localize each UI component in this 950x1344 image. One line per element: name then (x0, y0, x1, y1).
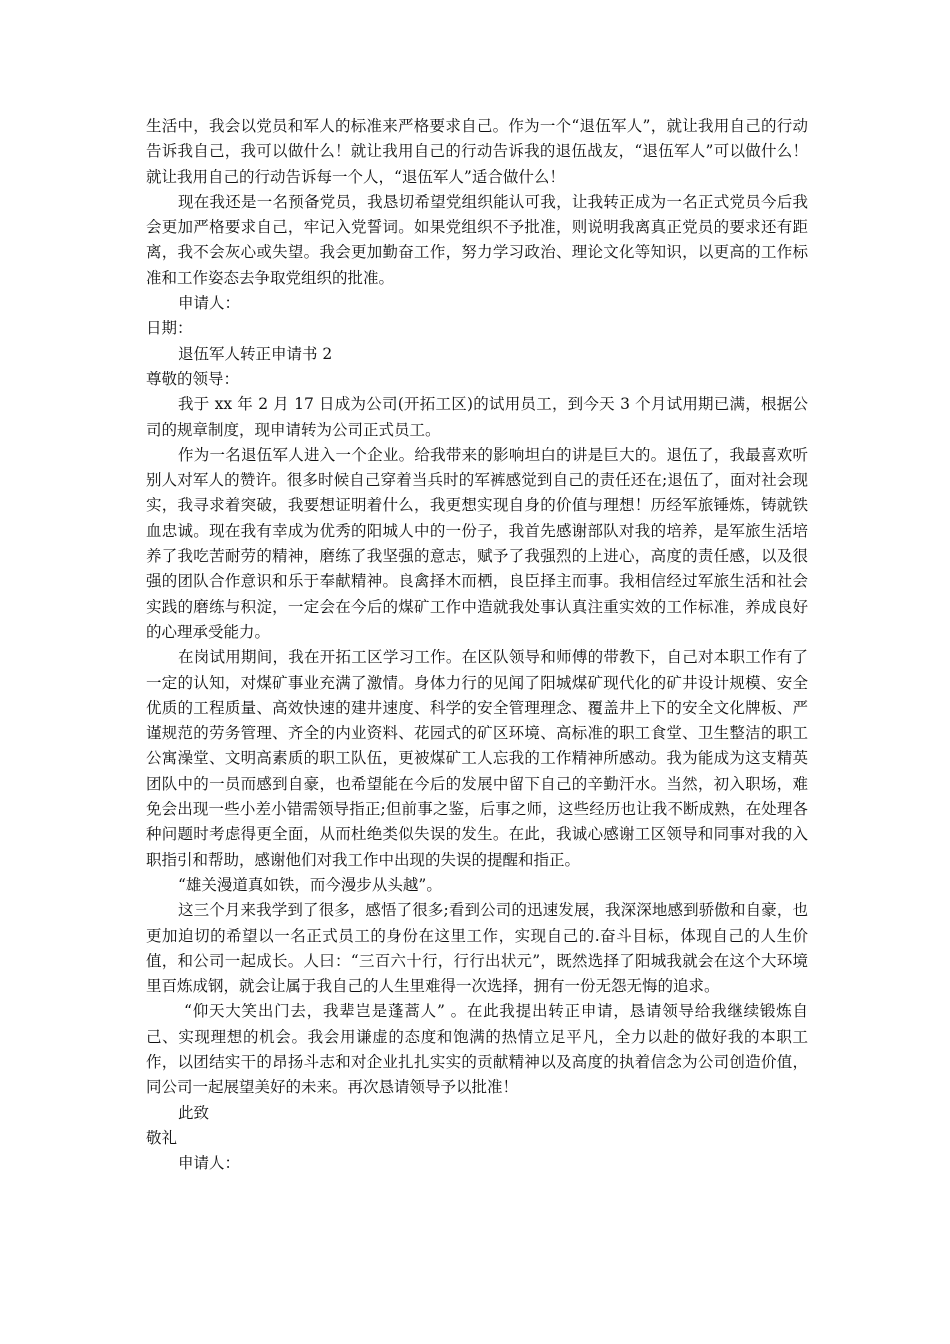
applicant-label: 申请人： (178, 294, 241, 313)
paragraph-probationary-member: 现在我还是一名预备党员，我恳切希望党组织能认可我，让我转正成为一名正式党员今后我会更加严格要求自己，牢记入党誓词。如果党组织不予批准，则说明我离真正党员的要求还有距离，我不会灰心或失望。我会更加勤奋工作，努力学习政治、理论文化等知识，以更高的工作标准和工作姿态去争取党组织的批准。 (146, 192, 808, 287)
paragraph-veteran-impact: 作为一名退伍军人进入一个企业。给我带来的影响坦白的讲是巨大的。退伍了，我最喜欢听别人对军人的赞许。很多时候自己穿着当兵时的军裤感觉到自己的责任还在;退伍了，面对社会现实，我寻求着突破，我要想证明着什么，我更想实现自身的价值与理想！历经军旅锤炼，铸就铁血忠诚。现在我有幸成为优秀的阳城人中的一份子，我首先感谢部队对我的培养，是军旅生活培养了我吃苦耐劳的精神，磨练了我坚强的意志，赋予了我强烈的上进心，高度的责任感，以及很强的团队合作意识和乐于奉献精神。良禽择木而栖，良臣择主而事。我相信经过军旅生活和社会实践的磨练与积淀，一定会在今后的煤矿工作中造就我处事认真注重实效的工作标准，养成良好的心理承受能力。 (146, 445, 808, 641)
paragraph-probation-period: 在岗试用期间，我在开拓工区学习工作。在区队领导和师傅的带教下，自己对本职工作有了一定的认知，对煤矿事业充满了激情。身体力行的见闻了阳城煤矿现代化的矿井设计规模、安全优质的工程质量、高效快速的建井速度、科学的安全管理理念、覆盖井上下的安全文化牌板、严谨规范的劳务管理、齐全的内业资料、花园式的矿区环境、高标准的职工食堂、卫生整洁的职工公寓澡堂、文明高素质的职工队伍，更被煤矿工人忘我的工作精神所感动。我为能成为这支精英团队中的一员而感到自豪，也希望能在今后的发展中留下自己的辛勤汗水。当然，初入职场，难免会出现一些小差小错需领导指正;但前事之鉴，后事之师，这些经历也让我不断成熟，在处理各种问题时考虑得更全面，从而杜绝类似失误的发生。在此，我诚心感谢工区领导和同事对我的入职指引和帮助，感谢他们对我工作中出现的失误的提醒和指正。 (146, 648, 808, 869)
paragraph-closing-commitment: 生活中，我会以党员和军人的标准来严格要求自己。作为一个“退伍军人”，就让我用自己的行动告诉我自己，我可以做什么！就让我用自己的行动告诉我的退伍战友，“退伍军人”可以做什么！就让我用自己的行动告诉每一个人，“退伍军人”适合做什么！ (146, 117, 808, 186)
salutation: 尊敬的领导： (146, 369, 240, 388)
paragraph-request: “仰天大笑出门去，我辈岂是蓬蒿人” 。在此我提出转正申请，恳请领导给我继续锻炼自己、实现理想的机会。我会用谦虚的态度和饱满的热情立足平凡，全力以赴的做好我的本职工作，以团结实干的昂扬斗志和对企业扎扎实实的贡献精神以及高度的执着信念为公司创造价值，同公司一起展望美好的未来。再次恳请领导予以批准！ (146, 1002, 808, 1097)
paragraph-three-months: 这三个月来我学到了很多，感悟了很多;看到公司的迅速发展，我深深地感到骄傲和自豪，也更加迫切的希望以一名正式员工的身份在这里工作，实现自己的.奋斗目标，体现自己的人生价值，和公司一起成长。人曰：“三百六十行，行行出状元”，既然选择了阳城我就会在这个大环境里百炼成钢，就会让属于我自己的人生里难得一次选择，拥有一份无怨无悔的追求。 (146, 901, 808, 996)
closing-regards: 此致 (178, 1103, 210, 1122)
quote-line: “雄关漫道真如铁，而今漫步从头越”。 (178, 875, 442, 894)
paragraph-intro: 我于 xx 年 2 月 17 日成为公司(开拓工区)的试用员工，到今天 3 个月试用期已满，根据公司的规章制度，现申请转为公司正式员工。 (146, 395, 808, 439)
section-title: 退伍军人转正申请书 2 (178, 344, 333, 363)
date-label: 日期： (146, 319, 193, 338)
document-body (146, 114, 808, 1176)
applicant-signature-label: 申请人： (178, 1154, 241, 1173)
closing-salute: 敬礼 (146, 1128, 178, 1147)
